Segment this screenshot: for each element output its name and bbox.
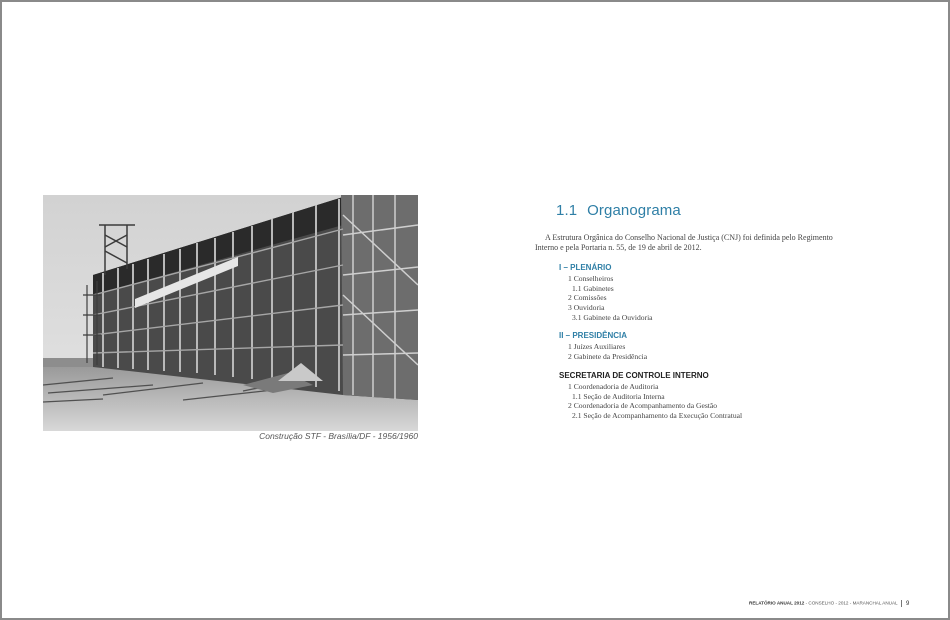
construction-photo-image [43,195,418,431]
list-item: 1 Coordenadoria de Auditoria [568,382,659,391]
list-item: 3 Ouvidoria [568,303,605,312]
group-presidencia [535,330,845,362]
list-item: 2 Gabinete da Presidência [568,352,648,361]
construction-photo [43,195,418,431]
page-number: 9 [905,600,910,607]
list-item: 1 Juízes Auxiliares [568,342,626,351]
group-plenario [535,262,845,322]
footer-title: RELATÓRIO ANUAL 2012 [749,600,805,606]
footer-detail: - CONSELHO - 2012 - MARANCHAL ANUAL [805,600,898,606]
section-number: 1.1 [556,202,578,219]
page-footer [749,600,909,607]
list-item: 2.1 Seção de Acompanhamento da Execução Contratual [572,411,743,420]
group-heading: II – PRESIDÊNCIA [559,331,628,340]
section-intro: A Estrutura Orgânica do Conselho Nacional de Justiça (CNJ) foi definida pelo Regimento Interno e pela Portaria n. 55, de 19 de abril de 2012. [535,233,833,252]
section-title [556,202,845,219]
group-controle-interno [535,370,845,420]
list-item: 2 Comissões [568,293,607,302]
photo-caption: Construção STF - Brasília/DF - 1956/1960 [259,431,418,441]
list-item: 1.1 Gabinetes [572,284,614,293]
list-item: 1.1 Seção de Auditoria Interna [572,392,665,401]
list-item: 2 Coordenadoria de Acompanhamento da Gestão [568,401,718,410]
organogram-column [535,202,845,428]
group-heading: I – PLENÁRIO [559,263,612,272]
list-item: 3.1 Gabinete da Ouvidoria [572,313,653,322]
section-title-text: Organograma [587,202,681,219]
list-item: 1 Conselheiros [568,274,614,283]
footer-divider [901,600,902,607]
group-heading: SECRETARIA DE CONTROLE INTERNO [559,371,709,380]
